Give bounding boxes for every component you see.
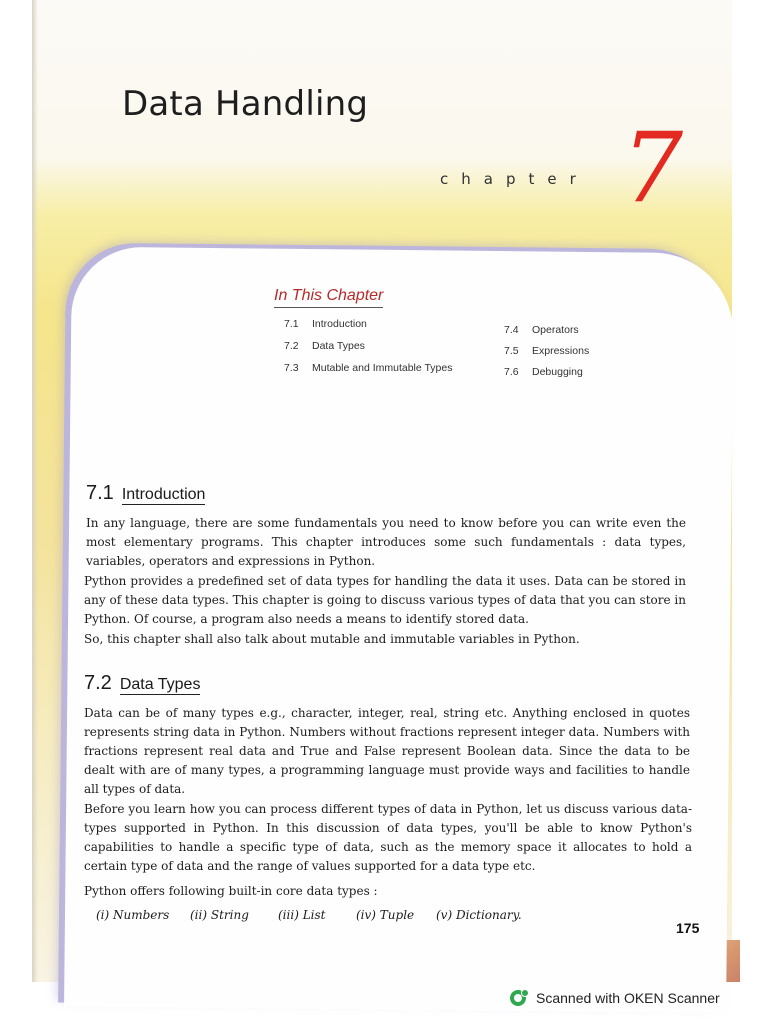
toc-item-introduction [284,318,367,330]
section-title: Data Types [119,676,201,693]
section-title: Introduction [121,486,206,503]
chapter-number: 7 [622,112,684,224]
core-data-types-list [96,908,616,928]
intro-paragraph-1: In any language, there are some fundamentals you need to know before you can write even the most elementary programs. This chapter introduces some such fundamentals : data types, variables, operators and expressions in Python. [86,516,686,568]
toc-item-number: 7.2 [284,340,299,352]
scanner-watermark [510,990,720,1012]
chapter-label: chapter [440,170,589,188]
page-edge-shadow [32,0,38,982]
data-type-item: (v) Dictionary. [436,908,522,922]
scanner-watermark-text: Scanned with OKEN Scanner [536,990,720,1006]
data-type-item: (i) Numbers [96,908,170,922]
toc-item-label: Introduction [312,318,367,330]
toc-item-number: 7.4 [504,324,519,336]
data-types-paragraph-3: Python offers following built-in core data types : [84,884,378,898]
book-title: Data Handling [122,84,369,124]
toc-item-operators [504,324,579,336]
section-number: 7.1 [86,482,114,504]
data-types-paragraph-1: Data can be of many types e.g., character, integer, real, string etc. Anything enclosed in quotes represents string data in Python. Numbers without fractions represent integer data. Numbers with fractions represent real data and True and False represent Boolean data. Since the data to be dealt with are of many types, a programming language must provide ways and facilities to handle all types of data. [84,706,690,796]
toc-heading: In This Chapter [274,287,383,308]
toc-item-number: 7.1 [284,318,299,330]
intro-paragraph-2: Python provides a predefined set of data types for handling the data it uses. Data can be stored in any of these data types. This chapter is going to discuss various types of data that you can store in Python. Of course, a program also needs a means to identify stored data. [84,574,686,626]
data-type-item: (ii) String [190,908,249,922]
data-type-item: (iv) Tuple [356,908,415,922]
toc-item-mutable-types [284,362,452,374]
toc-item-debugging [504,366,583,378]
intro-paragraph-3: So, this chapter shall also talk about mutable and immutable variables in Python. [84,632,580,646]
toc-item-label: Expressions [532,345,590,357]
toc-item-label: Mutable and Immutable Types [312,362,453,374]
toc-item-number: 7.5 [504,345,519,357]
section-number: 7.2 [84,672,112,694]
data-types-paragraph-2: Before you learn how you can process different types of data in Python, let us discuss various data-types supported in Python. In this discussion of data types, you'll be able to know Python's capabilities to handle a specific type of data, such as the memory space it allocates to hold a certain type of data and the range of values supported for a data type etc. [84,802,692,873]
section-heading-introduction [86,482,205,505]
section-heading-data-types [84,672,200,695]
page-number: 175 [676,920,700,936]
toc-item-number: 7.3 [284,362,299,374]
toc-item-label: Data Types [312,340,365,352]
toc-item-expressions [504,345,589,357]
toc-item-number: 7.6 [504,366,519,378]
oken-scanner-logo-icon [510,990,526,1006]
toc-item-label: Operators [532,324,579,336]
data-type-item: (iii) List [278,908,326,922]
toc-item-label: Debugging [532,366,583,378]
toc-item-data-types [284,340,365,352]
